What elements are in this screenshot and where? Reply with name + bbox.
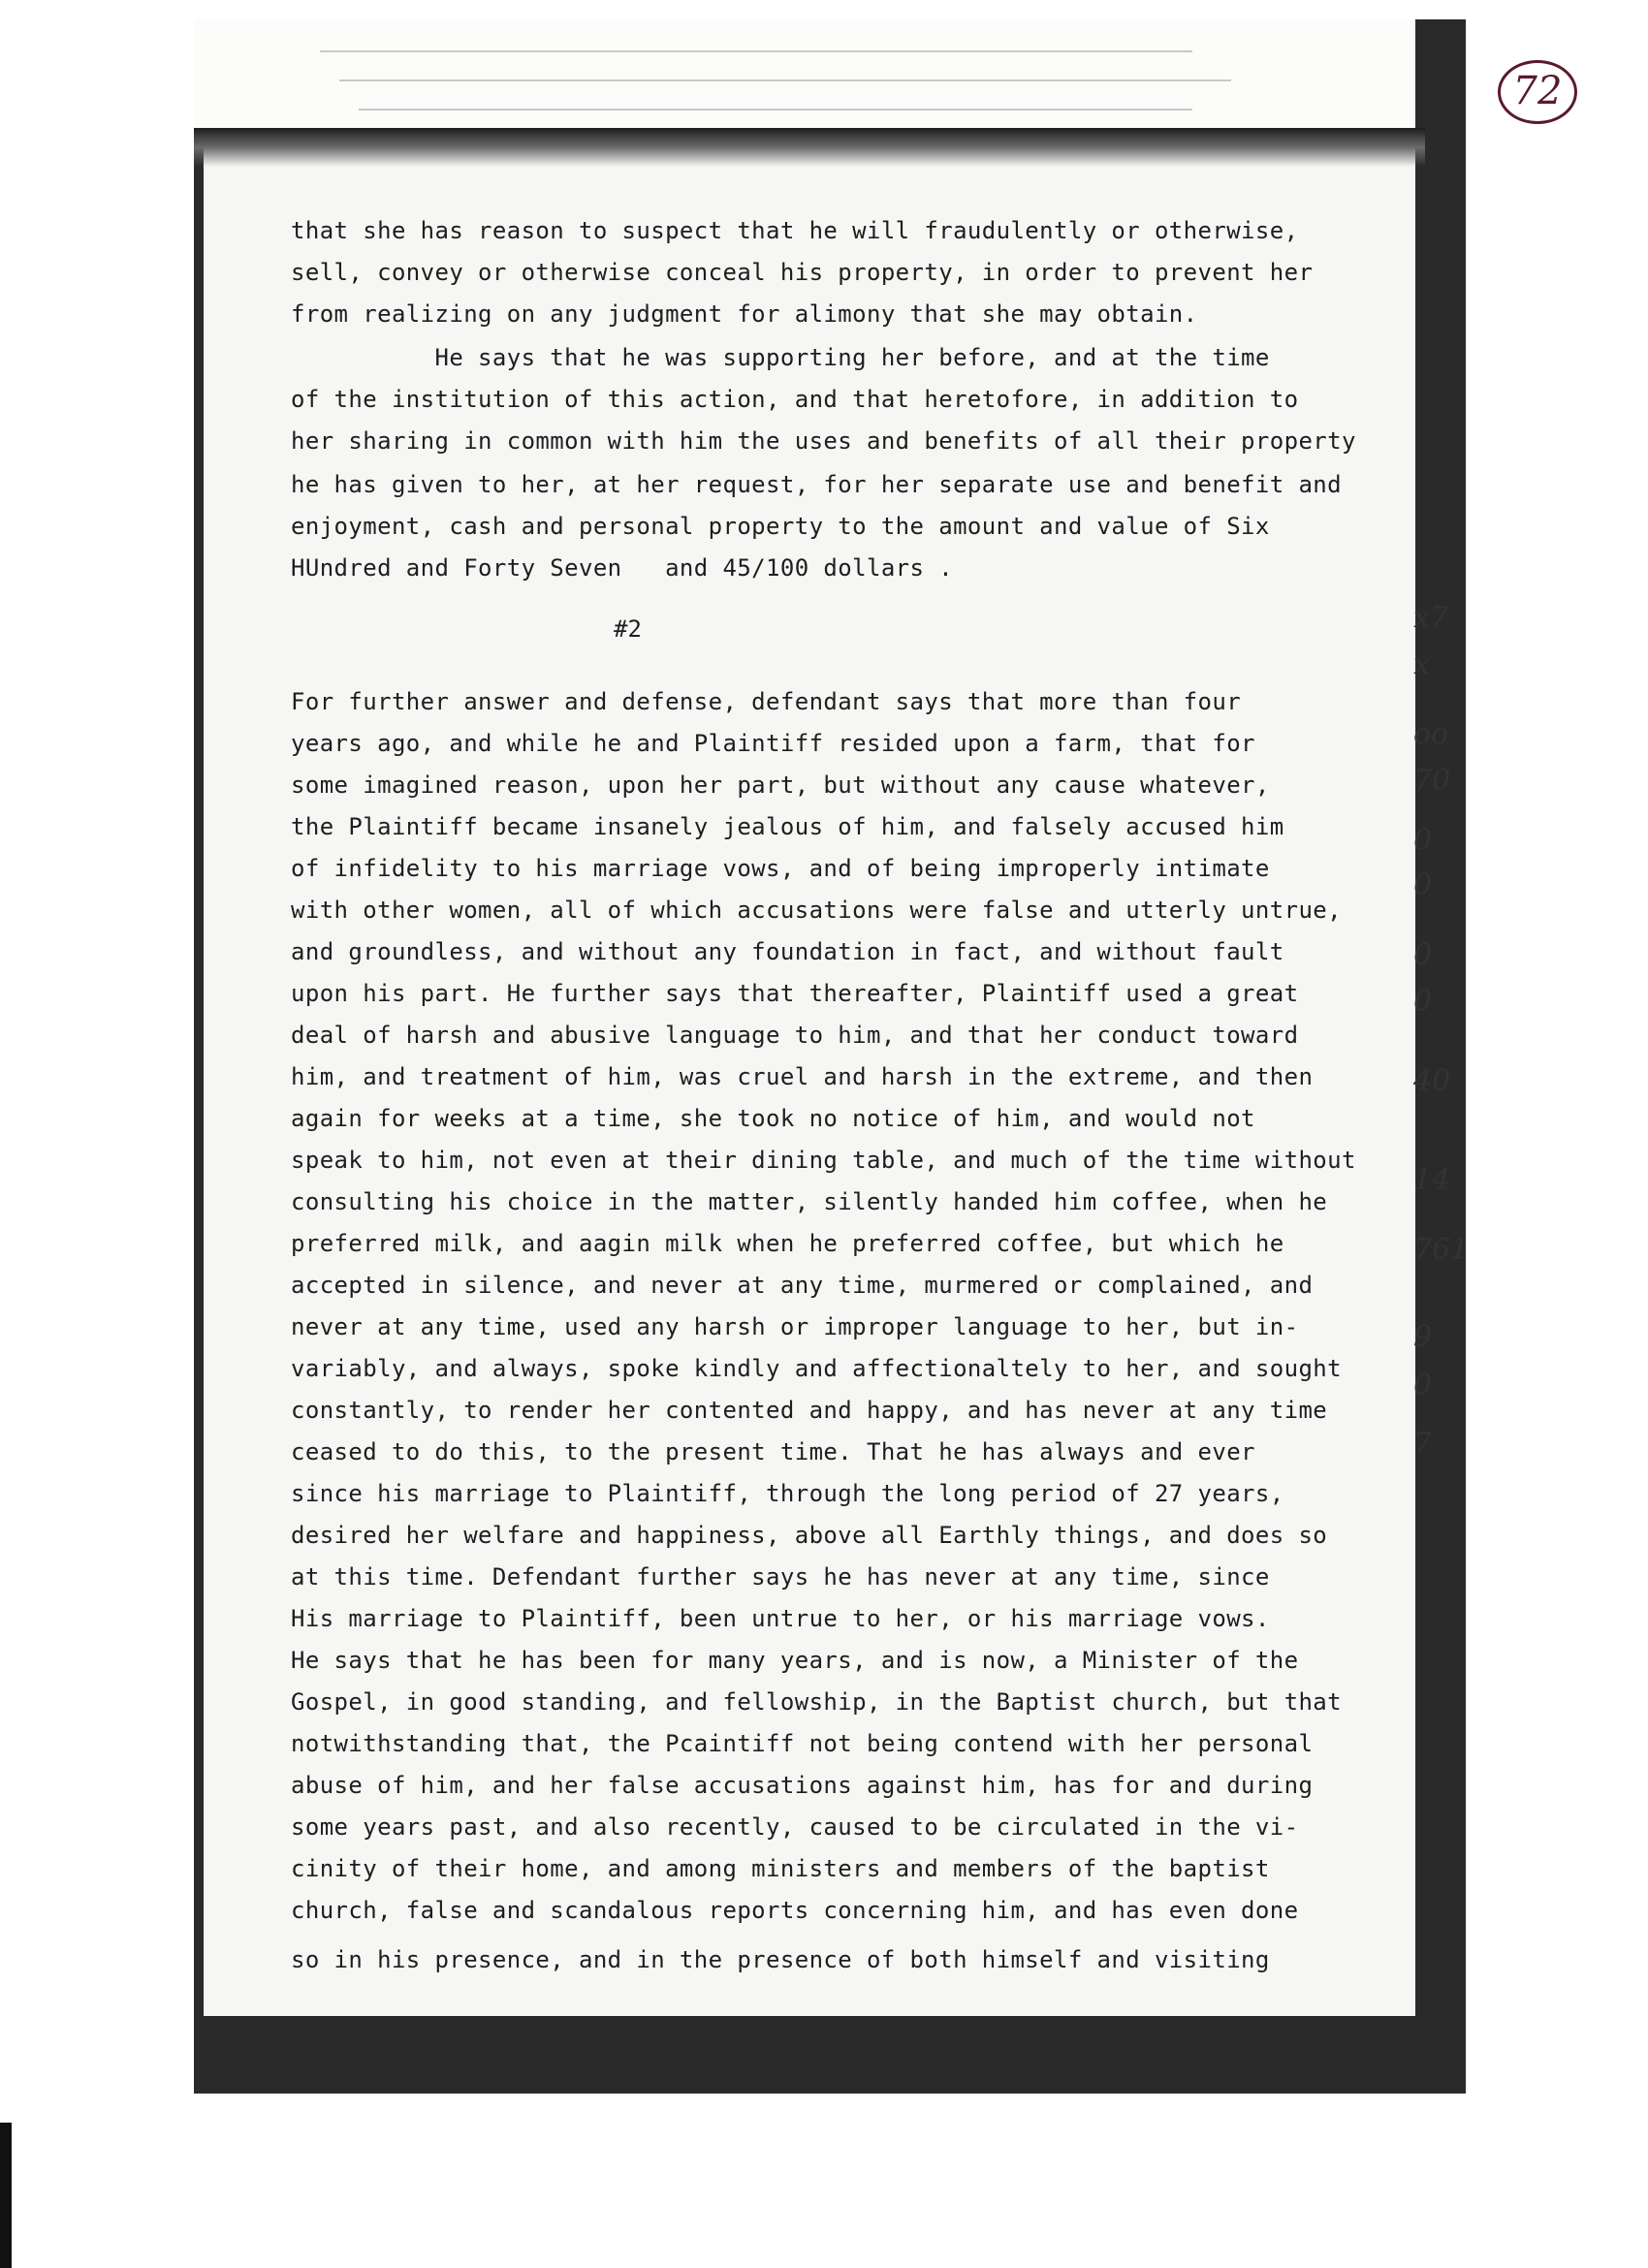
text-line: some imagined reason, upon her part, but without any cause whatever, [291,772,1270,799]
text-line: abuse of him, and her false accusations against him, has for and during [291,1772,1314,1799]
margin-mark: 70 [1413,764,1451,798]
faded-text-line [359,109,1192,110]
text-line: He says that he has been for many years, and is now, a Minister of the [291,1647,1299,1674]
text-line: For further answer and defense, defendant says that more than four [291,688,1242,715]
copy-edge-shadow [194,128,1425,167]
text-line: from realizing on any judgment for alimony that she may obtain. [291,300,1198,328]
text-line: accepted in silence, and never at any time, murmered or complained, and [291,1272,1314,1299]
margin-mark: 0 [1413,985,1433,1019]
margin-mark: x7 [1413,601,1449,635]
text-line: speak to him, not even at their dining table, and much of the time without [291,1147,1356,1174]
text-line: upon his part. He further says that thereafter, Plaintiff used a great [291,980,1299,1007]
text-line: ceased to do this, to the present time. That he has always and ever [291,1438,1255,1465]
text-line: that she has reason to suspect that he will fraudulently or otherwise, [291,217,1299,244]
text-line: years ago, and while he and Plaintiff resided upon a farm, that for [291,730,1255,757]
margin-mark: oo [1413,717,1449,751]
margin-mark: 14 [1413,1163,1451,1197]
text-line: desired her welfare and happiness, above all Earthly things, and does so [291,1522,1328,1549]
margin-mark: 9 [1413,1320,1433,1354]
text-line: enjoyment, cash and personal property to the amount and value of Six [291,513,1270,540]
margin-mark: 0 [1413,1369,1433,1402]
margin-mark: 0 [1413,938,1433,972]
section-mark: #2 [614,615,642,643]
faded-text-line [320,50,1192,52]
scan-left-edge [0,2123,12,2268]
text-line: her sharing in common with him the uses and benefits of all their property [291,427,1356,455]
text-line: church, false and scandalous reports concerning him, and has even done [291,1897,1299,1924]
previous-page-overlap [194,19,1415,145]
margin-mark: x [1413,647,1430,681]
text-line: notwithstanding that, the Pcaintiff not being contend with her personal [291,1730,1314,1757]
text-line: the Plaintiff became insanely jealous of him, and falsely accused him [291,813,1284,840]
faded-text-line [339,79,1231,81]
text-line: never at any time, used any harsh or improper language to her, but in- [291,1313,1299,1340]
scan-bottom-edge [194,2016,1466,2094]
text-line: His marriage to Plaintiff, been untrue to her, or his marriage vows. [291,1605,1270,1632]
text-line: constantly, to render her contented and happy, and has never at any time [291,1397,1328,1424]
text-line: HUndred and Forty Seven and 45/100 dollars . [291,554,954,582]
text-line: Gospel, in good standing, and fellowship, in the Baptist church, but that [291,1688,1342,1716]
text-line: since his marriage to Plaintiff, through the long period of 27 years, [291,1480,1284,1507]
text-line: cinity of their home, and among ministers and members of the baptist [291,1855,1270,1882]
text-line: some years past, and also recently, caused to be circulated in the vi- [291,1813,1299,1841]
text-line: at this time. Defendant further says he has never at any time, since [291,1563,1270,1591]
text-line: preferred milk, and aagin milk when he preferred coffee, but which he [291,1230,1284,1257]
text-line: so in his presence, and in the presence of both himself and visiting [291,1946,1270,1973]
text-line: he has given to her, at her request, for her separate use and benefit and [291,471,1342,498]
text-line: He says that he was supporting her before, and at the time [291,344,1270,371]
text-line: him, and treatment of him, was cruel and harsh in the extreme, and then [291,1063,1314,1090]
text-line: of infidelity to his marriage vows, and of being improperly intimate [291,855,1270,882]
text-line: and groundless, and without any foundation in fact, and without fault [291,938,1284,965]
margin-mark: 7 [1413,1427,1433,1461]
margin-mark: 761 [1413,1233,1470,1267]
margin-mark: 40 [1413,1064,1451,1098]
text-line: again for weeks at a time, she took no notice of him, and would not [291,1105,1255,1132]
text-line: with other women, all of which accusations were false and utterly untrue, [291,897,1342,924]
margin-mark: 0 [1413,868,1433,902]
text-line: sell, convey or otherwise conceal his property, in order to prevent her [291,259,1314,286]
text-line: variably, and always, spoke kindly and affectionaltely to her, and sought [291,1355,1342,1382]
text-line: consulting his choice in the matter, silently handed him coffee, when he [291,1188,1328,1215]
text-line: deal of harsh and abusive language to him, and that her conduct toward [291,1022,1299,1049]
page-number: 72 [1498,60,1577,124]
margin-mark: 0 [1413,824,1433,858]
text-line: of the institution of this action, and that heretofore, in addition to [291,386,1299,413]
